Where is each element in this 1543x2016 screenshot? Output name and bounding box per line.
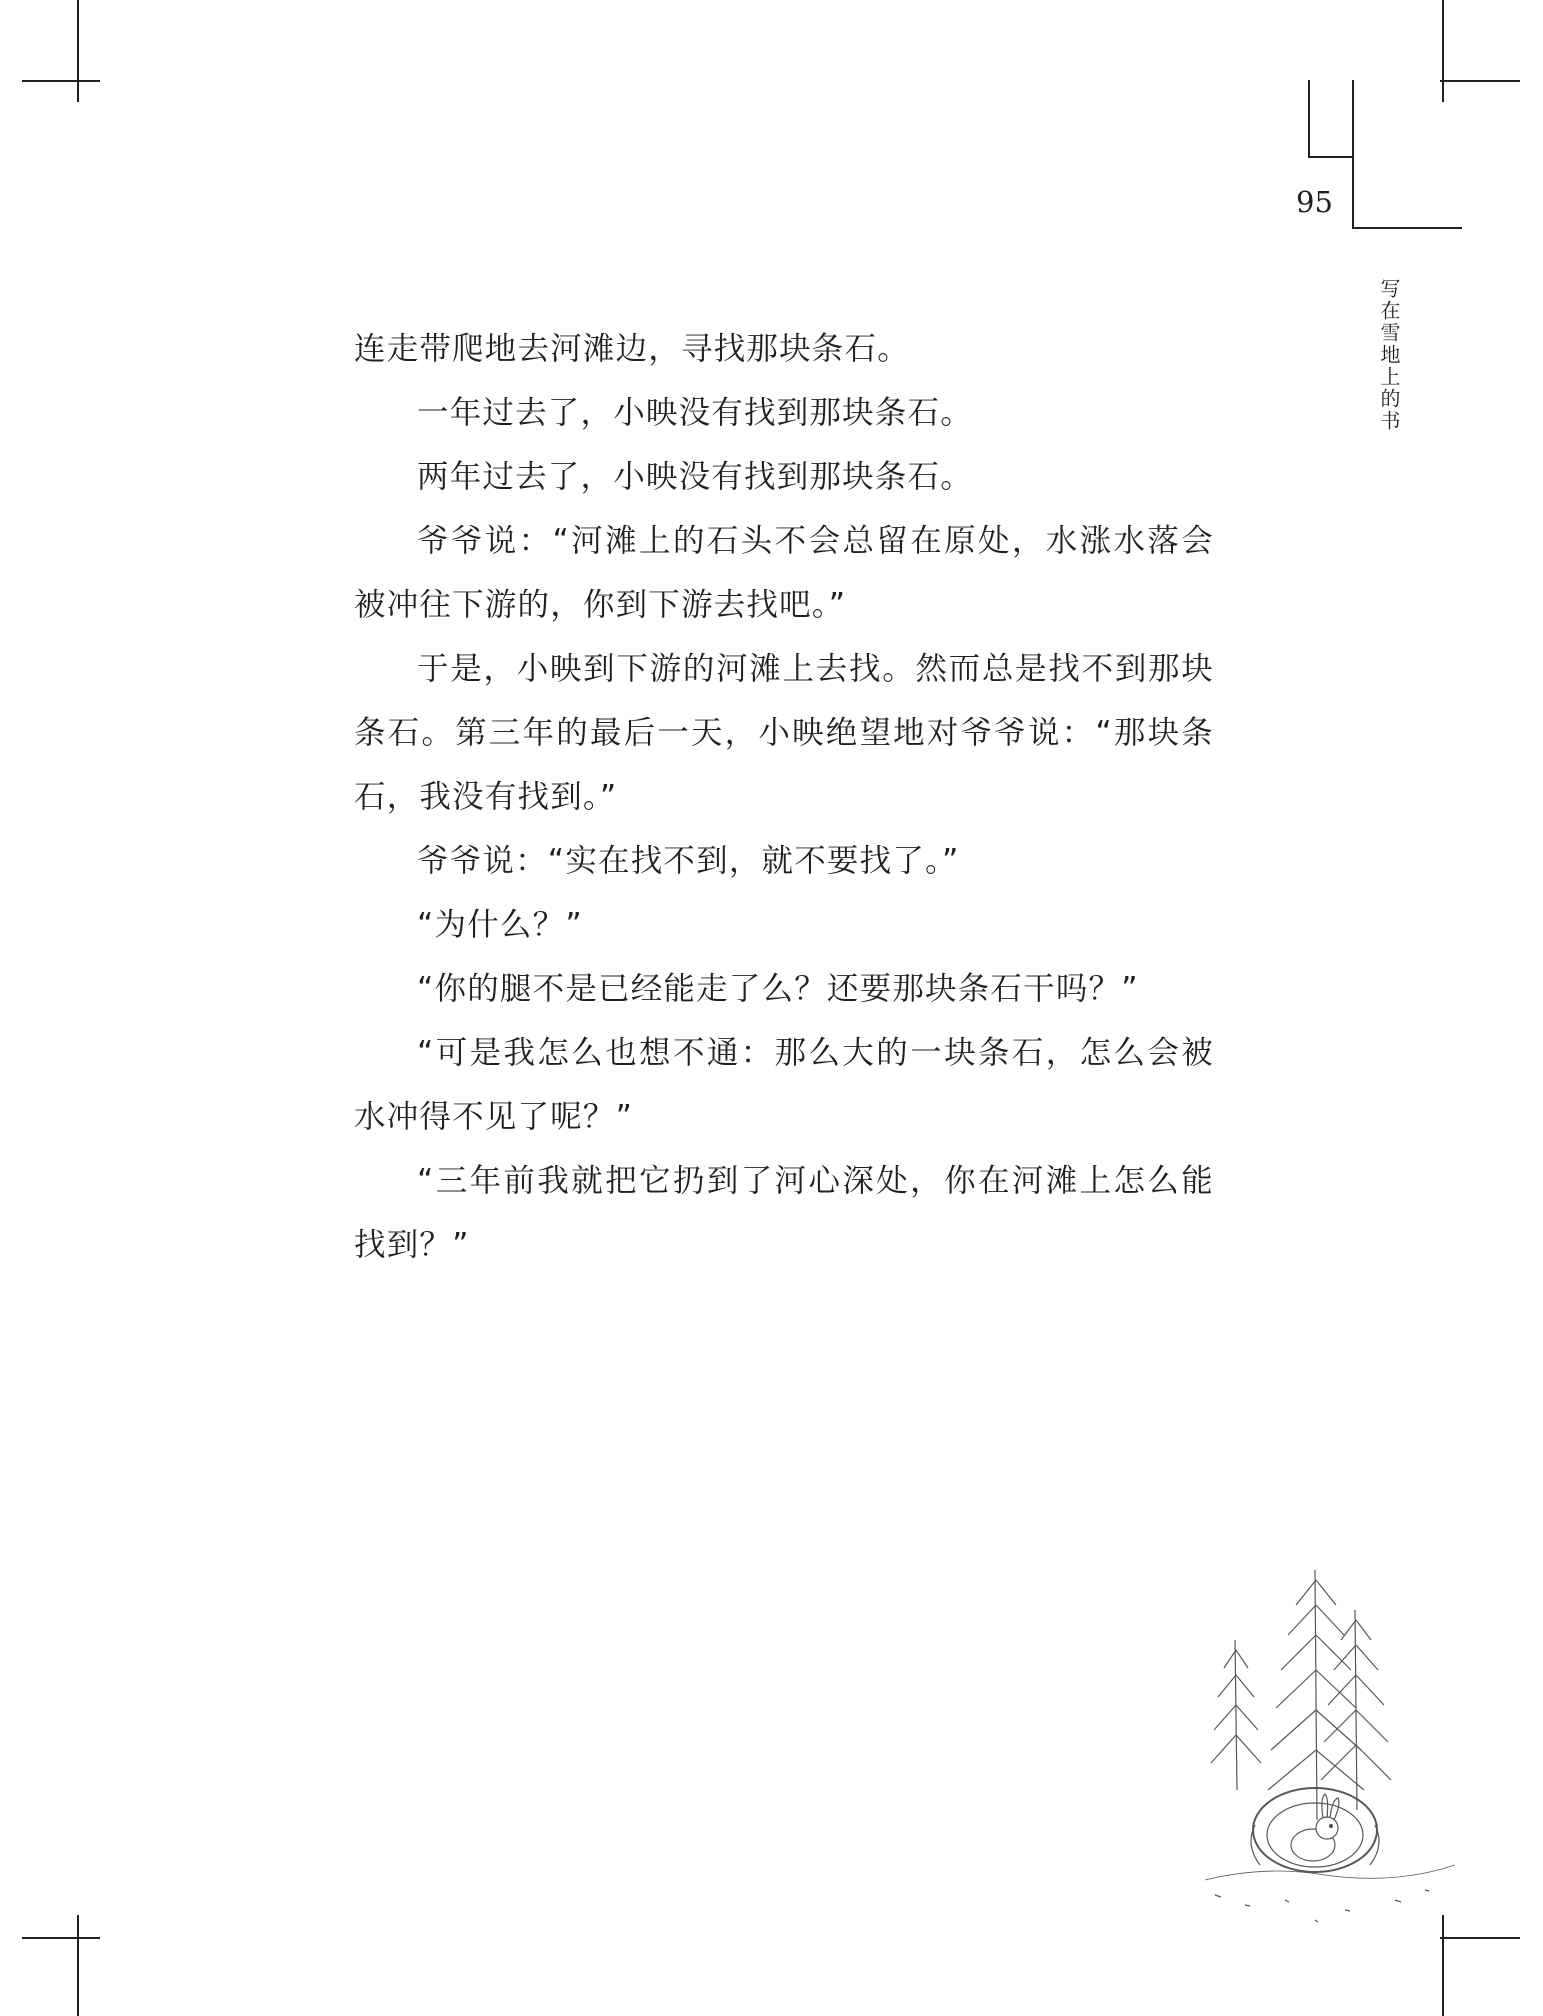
page-number: 95 — [1296, 185, 1333, 219]
crop-mark — [22, 1937, 100, 1939]
paragraph: 一年过去了，小映没有找到那块条石。 — [417, 395, 973, 431]
body-text — [354, 317, 1214, 1277]
paragraph: “三年前我就把它扔到了河心深处，你在河滩上怎么能找到？” — [354, 1163, 1214, 1263]
paragraph: 爷爷说：“河滩上的石头不会总留在原处，水涨水落会被冲往下游的，你到下游去找吧。” — [354, 523, 1214, 623]
paragraph: “你的腿不是已经能走了么？还要那块条石干吗？” — [417, 971, 1139, 1007]
paragraph: 于是，小映到下游的河滩上去找。然而总是找不到那块条石。第三年的最后一天，小映绝望地对爷爷说：“那块条石，我没有找到。” — [354, 651, 1214, 815]
paragraph: 两年过去了，小映没有找到那块条石。 — [417, 459, 973, 495]
rabbit-illustration — [1195, 1560, 1460, 1935]
paragraph: 连走带爬地去河滩边，寻找那块条石。 — [354, 331, 910, 367]
crop-mark — [22, 80, 100, 82]
crop-mark — [1352, 227, 1462, 229]
crop-mark — [77, 0, 79, 102]
running-title: 写在雪地上的书 — [1377, 278, 1401, 432]
paragraph: 爷爷说：“实在找不到，就不要找了。” — [417, 843, 960, 879]
crop-mark — [1352, 80, 1354, 228]
crop-mark — [1308, 80, 1310, 158]
crop-mark — [1440, 80, 1520, 82]
paragraph: “为什么？” — [417, 907, 583, 943]
crop-mark — [77, 1915, 79, 2016]
crop-mark — [1442, 0, 1444, 102]
paragraph: “可是我怎么也想不通：那么大的一块条石，怎么会被水冲得不见了呢？” — [354, 1035, 1214, 1135]
crop-mark — [1308, 156, 1354, 158]
crop-mark — [1440, 1937, 1520, 1939]
